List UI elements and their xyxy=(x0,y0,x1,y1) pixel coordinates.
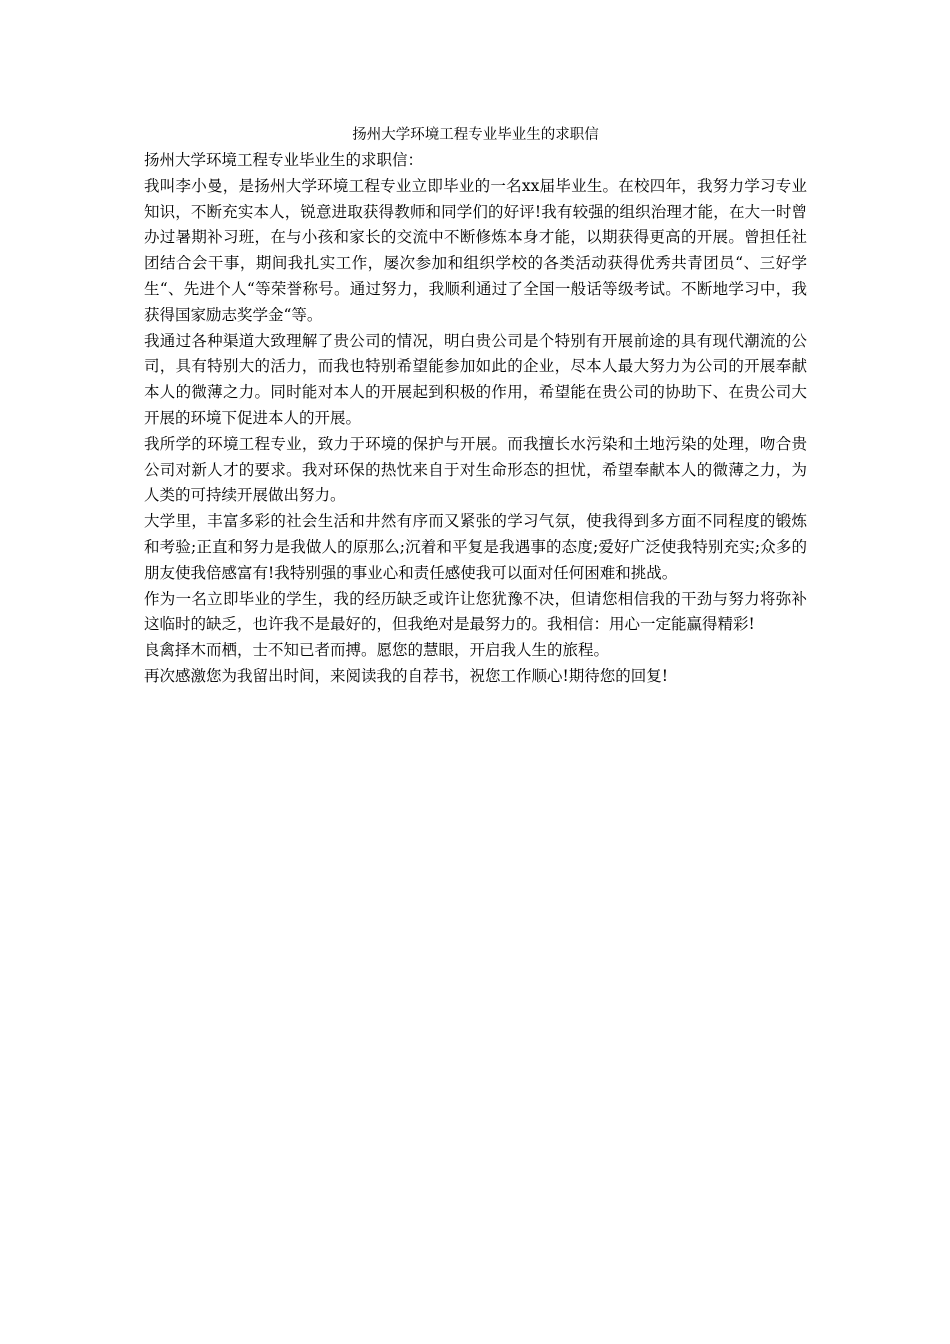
paragraph-major: 我所学的环境工程专业，致力于环境的保护与开展。而我擅长水污染和土地污染的处理，吻合贵公司对新人才的要求。我对环保的热忱来自于对生命形态的担忧，希望奉献本人的微薄之力，为人类的可持续开展做出努力。 xyxy=(144,434,807,505)
paragraph-company: 我通过各种渠道大致理解了贵公司的情况，明白贵公司是个特别有开展前途的具有现代潮流的公司，具有特别大的活力，而我也特别希望能参加如此的企业，尽本人最大努力为公司的开展奉献本人的微薄之力。同时能对本人的开展起到积极的作用，希望能在贵公司的协助下、在贵公司大开展的环境下促进本人的开展。 xyxy=(144,331,807,427)
paragraph-introduction: 我叫李小曼，是扬州大学环境工程专业立即毕业的一名xx届毕业生。在校四年，我努力学习专业知识，不断充实本人，锐意进取获得教师和同学们的好评!我有较强的组织治理才能，在大一时曾办过暑期补习班，在与小孩和家长的交流中不断修炼本身才能，以期获得更高的开展。曾担任社团结合会干事，期间我扎实工作，屡次参加和组织学校的各类活动获得优秀共青团员“、三好学生“、先进个人“等荣誉称号。通过努力，我顺利通过了全国一般话等级考试。不断地学习中，我获得国家励志奖学金“等。 xyxy=(144,176,807,324)
paragraph-salutation: 扬州大学环境工程专业毕业生的求职信： xyxy=(144,151,424,169)
paragraph-closing: 再次感激您为我留出时间，来阅读我的自荐书，祝您工作顺心!期待您的回复! xyxy=(144,666,668,685)
document-body xyxy=(144,124,807,690)
paragraph-commitment: 作为一名立即毕业的学生，我的经历缺乏或许让您犹豫不决，但请您相信我的干劲与努力将弥补这临时的缺乏，也许我不是最好的，但我绝对是最努力的。我相信：用心一定能赢得精彩! xyxy=(144,589,807,634)
document-title: 扬州大学环境工程专业毕业生的求职信 xyxy=(352,127,599,143)
paragraph-university-life: 大学里，丰富多彩的社会生活和井然有序而又紧张的学习气氛，使我得到多方面不同程度的锻炼和考验;正直和努力是我做人的原那么;沉着和平复是我遇事的态度;爱好广泛使我特别充实;众多的朋友使我倍感富有!我特别强的事业心和责任感使我可以面对任何困难和挑战。 xyxy=(144,512,807,582)
paragraph-proverb: 良禽择木而栖，士不知已者而搏。愿您的慧眼，开启我人生的旅程。 xyxy=(144,641,610,660)
